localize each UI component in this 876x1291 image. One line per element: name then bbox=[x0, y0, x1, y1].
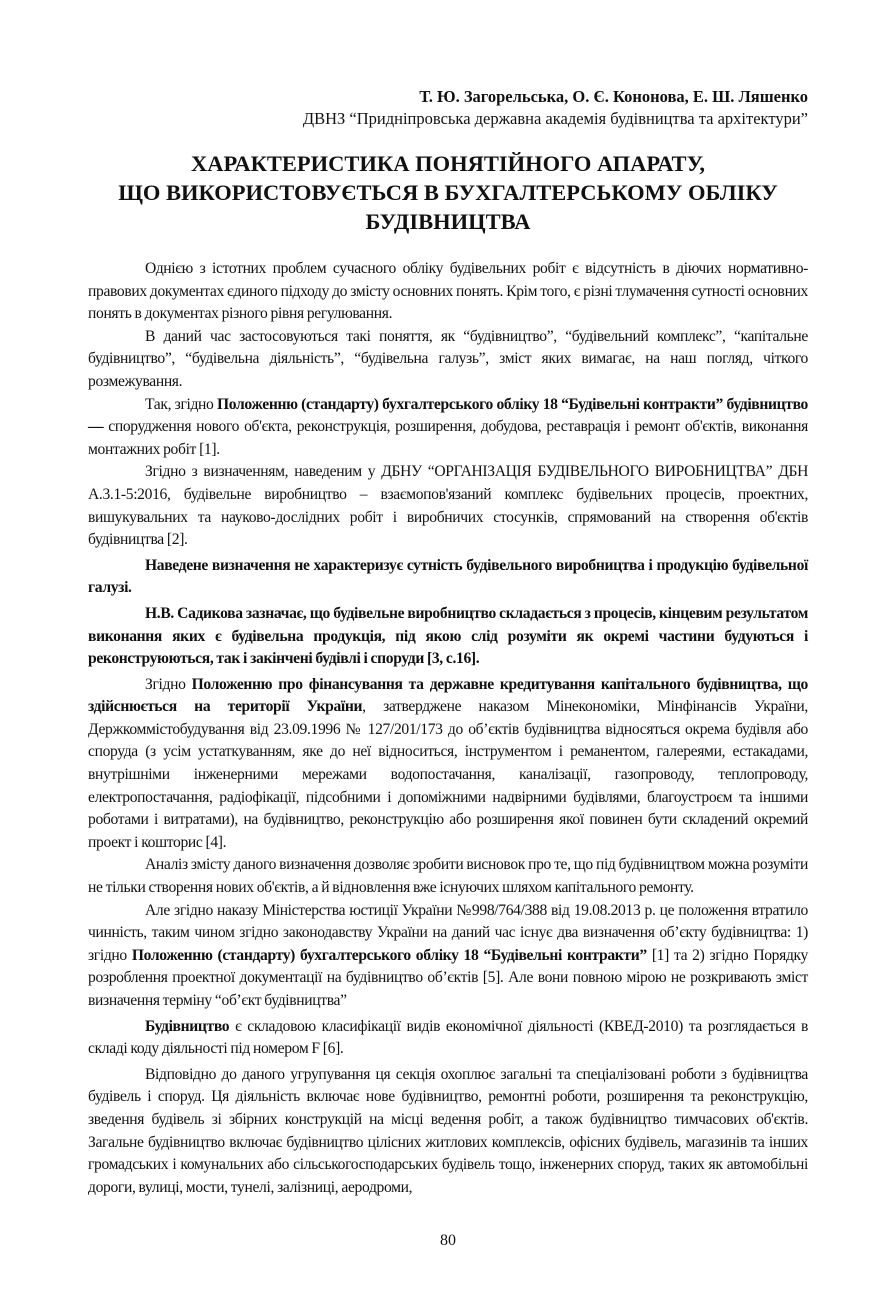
text: , затверджене наказом Мінекономіки, Мінфінансів України, Держкоммістобудування від 23.09.1996 № 127/201/173 до об’єктів будівництва відносяться окрема будівля або споруда (з усім устаткуванням, яке до неї відноситься, інструментом і реманентом, галереями, естакадами, внутрішніми інженерними мережами водопостачання, каналізації, газопроводу, теплопроводу, електропостачання, радіофікації, підсобними і допоміжними надвірними будівлями, благоустроєм та іншими роботами і витратами), на будівництво, реконструкцію або розширення якої повинен бути складений окремий проект і кошторис [4]. bbox=[88, 698, 808, 851]
paragraph bbox=[88, 394, 808, 462]
text: Згідно з визначенням, наведеним у ДБНУ “ОРГАНІЗАЦІЯ БУДІВЕЛЬНОГО ВИРОБНИЦТВА” ДБН А.3.1-5:2016, будівельне виробництво – взаємопов'язаний комплекс будівельних процесів, проектних, вишукувальних та науково-дослідних робіт і виробничих стосунків, спрямований на створення об'єктів будівництва [2]. bbox=[88, 463, 808, 549]
text: Відповідно до даного угрупування ця секція охоплює загальні та спеціалізовані роботи з будівництва будівель і споруд. Ця діяльність включає нове будівництво, ремонтні роботи, розширення та реконструкцію, зведення будівель зі збірних конструкцій на місці ведення робіт, а також будівництво тимчасових об'єктів. Загальне будівництво включає будівництво цілісних житлових комплексів, офісних будівель, магазинів та інших громадських і комунальних або сільськогосподарських будівель тощо, інженерних споруд, таких як автомобільні дороги, вулиці, мости, тунелі, залізниці, аеродроми, bbox=[88, 1065, 808, 1196]
text: Так, згідно bbox=[145, 395, 218, 413]
paragraph bbox=[88, 555, 808, 600]
paragraph bbox=[88, 854, 808, 899]
bold-text: Н.В. Садикова зазначає, що будівельне виробництво складається з процесів, кінцевим результатом виконання яких є будівельна продукція, під якою слід розуміти як окремі частини будуються і реконструюються, так і закінчені будівлі і споруди [3, с.16]. bbox=[88, 604, 808, 668]
text: Згідно bbox=[145, 675, 192, 693]
paragraph bbox=[88, 1016, 808, 1061]
paragraph bbox=[88, 900, 808, 1013]
page-number: 80 bbox=[440, 1232, 456, 1250]
text: [1] та 2) згідно Порядку розроблення проектної документації на будівництво об’єктів [5]. Але вони повною мірою не розкривають зміст визначення терміну “об’єкт будівництва” bbox=[88, 946, 808, 1009]
text: Але згідно наказу Міністерства юстиції України №998/764/388 від 19.08.2013 р. це положення втратило чинність, таким чином згідно законодавству України на даний час існує два визначення об’єкту будівництва: 1) згідно bbox=[88, 901, 808, 964]
text: Однією з істотних проблем сучасного обліку будівельних робіт є відсутність в діючих нормативно-правових документах єдиного підходу до змісту основних понять. Крім того, є різні тлумачення сутності основних понять в документах різного рівня регулювання. bbox=[88, 260, 808, 323]
paragraph bbox=[88, 674, 808, 855]
bold-text: Будівництво bbox=[145, 1017, 230, 1035]
article-body bbox=[88, 258, 808, 1199]
text: В даний час застосовуються такі поняття, як “будівництво”, “будівельний комплекс”, “капітальне будівництво”, “будівельна діяльність”, “будівельна галузь”, зміст яких вимагає, на наш погляд, чіткого розмежування. bbox=[88, 327, 808, 390]
authors: Т. Ю. Загорельська, О. Є. Кононова, Е. Ш. Ляшенко bbox=[419, 87, 808, 106]
bold-text: Положенню про фінансування та державне кредитування капітального будівництва, що здійснюється на території України bbox=[88, 675, 808, 716]
paragraph bbox=[88, 603, 808, 671]
title-line: БУДІВНИЦТВА bbox=[365, 209, 531, 234]
text: спорудження нового об'єкта, реконструкція, розширення, добудова, реставрація і ремонт об'єктів, виконання монтажних робіт [1]. bbox=[88, 418, 808, 458]
bold-text: Положенню (стандарту) бухгалтерського обліку 18 “Будівельні контракти” bbox=[131, 946, 647, 964]
bold-text: Положенню (стандарту) бухгалтерського обліку 18 “Будівельні контракти” будівництво — bbox=[88, 395, 809, 436]
text: Аналіз змісту даного визначення дозволяє зробити висновок про те, що під будівництвом можна розуміти не тільки створення нових об'єктів, а й відновлення вже існуючих шляхом капітального ремонту. bbox=[88, 856, 808, 897]
paragraph bbox=[88, 1064, 808, 1200]
affiliation: ДВНЗ “Придніпровська державна академія будівництва та архітектури” bbox=[302, 109, 808, 128]
paragraph bbox=[88, 461, 808, 551]
text: є складовою класифікації видів економічної діяльності (КВЕД-2010) та розглядається в складі коду діяльності під номером F [6]. bbox=[88, 1017, 808, 1058]
article-title bbox=[60, 149, 836, 236]
bold-text: Наведене визначення не характеризує сутність будівельного виробництва і продукцію будівельної галузі. bbox=[88, 556, 808, 597]
title-line: ЩО ВИКОРИСТОВУЄТЬСЯ В БУХГАЛТЕРСЬКОМУ ОБЛІКУ bbox=[118, 180, 778, 205]
paragraph bbox=[88, 258, 808, 326]
title-line: ХАРАКТЕРИСТИКА ПОНЯТІЙНОГО АПАРАТУ, bbox=[190, 151, 706, 176]
paragraph bbox=[88, 326, 808, 394]
